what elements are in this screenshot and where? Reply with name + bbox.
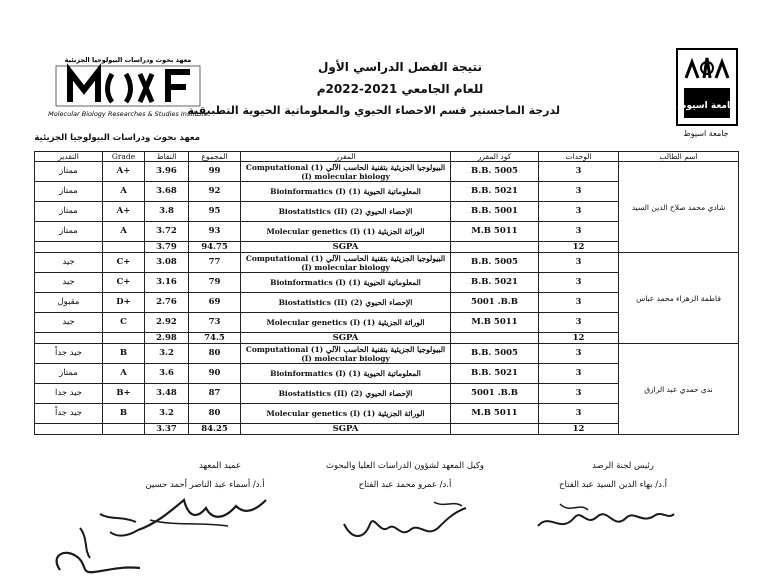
student-name: ندى حمدي عبد الرازق bbox=[619, 344, 739, 435]
col-code: كود المقرر bbox=[451, 152, 539, 162]
points-cell: 3.96 bbox=[145, 162, 189, 182]
institute-name: معهد بحوث ودراسات البيولوجيا الجزيئية bbox=[34, 133, 200, 143]
col-units: الوحدات bbox=[539, 152, 619, 162]
course-cell: الوراثة الجزيئية (1) Molecular genetics (I) bbox=[241, 222, 451, 242]
course-cell: الإحصاء الحيوي (2) Biostatistics (II) bbox=[241, 202, 451, 222]
course-cell: الإحصاء الحيوي (2) Biostatistics (II) bbox=[241, 293, 451, 313]
total-cell: 93 bbox=[189, 222, 241, 242]
rating-cell: جيد bbox=[35, 273, 103, 293]
results-table bbox=[34, 151, 739, 435]
col-points: النقاط bbox=[145, 152, 189, 162]
points-cell: 3.72 bbox=[145, 222, 189, 242]
grade-cell: A bbox=[103, 222, 145, 242]
grade-cell: B bbox=[103, 344, 145, 364]
units-cell: 3 bbox=[539, 162, 619, 182]
course-cell: الإحصاء الحيوي (2) Biostatistics (II) bbox=[241, 384, 451, 404]
university-logo bbox=[676, 48, 738, 126]
rating-cell: ممتاز bbox=[35, 202, 103, 222]
code-cell: B.B. 5021 bbox=[451, 364, 539, 384]
logo-bottom-text: Molecular Biology Researches & Studies Institute bbox=[48, 110, 208, 118]
rating-cell: جيد جدا bbox=[35, 384, 103, 404]
units-cell: 3 bbox=[539, 344, 619, 364]
sgpa-empty-rating bbox=[35, 242, 103, 253]
units-cell: 3 bbox=[539, 293, 619, 313]
grade-cell: C+ bbox=[103, 273, 145, 293]
grade-cell: A bbox=[103, 364, 145, 384]
grade-cell: C+ bbox=[103, 253, 145, 273]
course-cell: البيولوجيا الجزيئية بتقنية الحاسب الآلي (1) Computational (I) molecular biology bbox=[241, 344, 451, 364]
units-cell: 3 bbox=[539, 273, 619, 293]
table-row bbox=[35, 253, 739, 273]
code-cell: B.B. 5005 bbox=[451, 344, 539, 364]
units-cell: 3 bbox=[539, 313, 619, 333]
sgpa-total: 74.5 bbox=[189, 333, 241, 344]
rating-cell: ممتاز bbox=[35, 162, 103, 182]
code-cell: 5001 .B.B bbox=[451, 293, 539, 313]
code-cell: M.B 5011 bbox=[451, 313, 539, 333]
code-cell: B.B. 5005 bbox=[451, 162, 539, 182]
degree-program: لدرجة الماجستير قسم الاحصاء الحيوي والمعلوماتية الحيوية التطبيقية bbox=[187, 104, 560, 117]
points-cell: 3.68 bbox=[145, 182, 189, 202]
total-units: 12 bbox=[539, 424, 619, 435]
sgpa-empty-rating bbox=[35, 333, 103, 344]
sgpa-empty-code bbox=[451, 333, 539, 344]
points-cell: 2.76 bbox=[145, 293, 189, 313]
points-cell: 3.08 bbox=[145, 253, 189, 273]
total-cell: 99 bbox=[189, 162, 241, 182]
course-cell: البيولوجيا الجزيئية بتقنية الحاسب الآلي (1) Computational (I) molecular biology bbox=[241, 162, 451, 182]
sgpa-label: SGPA bbox=[241, 424, 451, 435]
code-cell: B.B. 5021 bbox=[451, 182, 539, 202]
sgpa-label: SGPA bbox=[241, 333, 451, 344]
rating-cell: ممتاز bbox=[35, 182, 103, 202]
units-cell: 3 bbox=[539, 222, 619, 242]
sgpa-points: 2.98 bbox=[145, 333, 189, 344]
units-cell: 3 bbox=[539, 202, 619, 222]
col-grade: Grade bbox=[103, 152, 145, 162]
table-row bbox=[35, 344, 739, 364]
points-cell: 3.8 bbox=[145, 202, 189, 222]
grade-cell: D+ bbox=[103, 293, 145, 313]
rating-cell: جيد جداً bbox=[35, 344, 103, 364]
points-cell: 3.16 bbox=[145, 273, 189, 293]
student-name: شادي محمد صلاح الدين السيد bbox=[619, 162, 739, 253]
academic-year: للعام الجامعي 2021-2022م bbox=[316, 82, 484, 96]
points-cell: 3.48 bbox=[145, 384, 189, 404]
student-name: فاطمة الزهراء محمد عباس bbox=[619, 253, 739, 344]
total-units: 12 bbox=[539, 333, 619, 344]
table-header-row bbox=[35, 152, 739, 162]
total-units: 12 bbox=[539, 242, 619, 253]
units-cell: 3 bbox=[539, 404, 619, 424]
sgpa-empty-code bbox=[451, 424, 539, 435]
seal-signature bbox=[40, 508, 150, 582]
total-cell: 95 bbox=[189, 202, 241, 222]
institute-logo bbox=[48, 40, 208, 132]
dean-signature bbox=[132, 490, 272, 538]
grade-cell: B bbox=[103, 404, 145, 424]
course-cell: الوراثة الجزيئية (1) Molecular genetics (I) bbox=[241, 404, 451, 424]
rating-cell: جيد جداً bbox=[35, 404, 103, 424]
sgpa-total: 84.25 bbox=[189, 424, 241, 435]
course-cell: المعلوماتية الحيوية (1) Bioinformatics (I) bbox=[241, 182, 451, 202]
control-head-role: رئيس لجنة الرصد bbox=[592, 461, 654, 471]
units-cell: 3 bbox=[539, 182, 619, 202]
units-cell: 3 bbox=[539, 364, 619, 384]
rating-cell: ممتاز bbox=[35, 364, 103, 384]
total-cell: 77 bbox=[189, 253, 241, 273]
grade-cell: A+ bbox=[103, 162, 145, 182]
rating-cell: مقبول bbox=[35, 293, 103, 313]
total-cell: 79 bbox=[189, 273, 241, 293]
university-logo-text: جامعة اسيوط bbox=[677, 101, 737, 111]
grade-cell: B+ bbox=[103, 384, 145, 404]
course-cell: المعلوماتية الحيوية (1) Bioinformatics (I) bbox=[241, 364, 451, 384]
code-cell: M.B 5011 bbox=[451, 404, 539, 424]
dean-name: أ.د/ أسماء عبد الناصر أحمد حسين bbox=[145, 480, 265, 490]
grade-cell: A bbox=[103, 182, 145, 202]
control-head-name: أ.د/ بهاء الدين السيد عبد الفتاح bbox=[559, 480, 667, 490]
total-cell: 87 bbox=[189, 384, 241, 404]
total-cell: 73 bbox=[189, 313, 241, 333]
points-cell: 2.92 bbox=[145, 313, 189, 333]
sgpa-total: 94.75 bbox=[189, 242, 241, 253]
code-cell: B.B. 5021 bbox=[451, 273, 539, 293]
control-head-signature bbox=[530, 494, 680, 542]
code-cell: M.B 5011 bbox=[451, 222, 539, 242]
rating-cell: جيد bbox=[35, 253, 103, 273]
sgpa-empty-grade bbox=[103, 424, 145, 435]
sgpa-points: 3.79 bbox=[145, 242, 189, 253]
code-cell: B.B. 5005 bbox=[451, 253, 539, 273]
total-cell: 80 bbox=[189, 344, 241, 364]
table-row bbox=[35, 162, 739, 182]
logo-top-text: معهد بحوث ودراسات البيولوجيا الجزيئية bbox=[64, 56, 192, 64]
grade-cell: A+ bbox=[103, 202, 145, 222]
vice-dean-role: وكيل المعهد لشؤون الدراسات العليا والبحوث bbox=[325, 461, 485, 471]
sgpa-points: 3.37 bbox=[145, 424, 189, 435]
sgpa-label: SGPA bbox=[241, 242, 451, 253]
col-student: اسم الطالب bbox=[619, 152, 739, 162]
col-total: المجموع bbox=[189, 152, 241, 162]
points-cell: 3.2 bbox=[145, 404, 189, 424]
units-cell: 3 bbox=[539, 253, 619, 273]
course-cell: الوراثة الجزيئية (1) Molecular genetics (I) bbox=[241, 313, 451, 333]
total-cell: 80 bbox=[189, 404, 241, 424]
vice-dean-signature bbox=[334, 494, 484, 546]
dean-role: عميد المعهد bbox=[198, 461, 242, 471]
points-cell: 3.2 bbox=[145, 344, 189, 364]
col-course: المقرر bbox=[241, 152, 451, 162]
sgpa-empty-rating bbox=[35, 424, 103, 435]
rating-cell: ممتاز bbox=[35, 222, 103, 242]
grade-cell: C bbox=[103, 313, 145, 333]
points-cell: 3.6 bbox=[145, 364, 189, 384]
units-cell: 3 bbox=[539, 384, 619, 404]
rating-cell: جيد bbox=[35, 313, 103, 333]
col-rating: التقدير bbox=[35, 152, 103, 162]
course-cell: المعلوماتية الحيوية (1) Bioinformatics (I) bbox=[241, 273, 451, 293]
sgpa-empty-code bbox=[451, 242, 539, 253]
results-body bbox=[35, 162, 739, 435]
sgpa-empty-grade bbox=[103, 333, 145, 344]
result-title: نتيجة الفصل الدراسي الأول bbox=[318, 60, 482, 74]
total-cell: 69 bbox=[189, 293, 241, 313]
total-cell: 90 bbox=[189, 364, 241, 384]
vice-dean-name: أ.د/ عمرو محمد عبد الفتاح bbox=[358, 480, 452, 490]
sgpa-empty-grade bbox=[103, 242, 145, 253]
total-cell: 92 bbox=[189, 182, 241, 202]
university-name: جامعة اسيوط bbox=[683, 129, 729, 138]
course-cell: البيولوجيا الجزيئية بتقنية الحاسب الآلي (1) Computational (I) molecular biology bbox=[241, 253, 451, 273]
code-cell: B.B. 5001 bbox=[451, 202, 539, 222]
code-cell: 5001 .B.B bbox=[451, 384, 539, 404]
